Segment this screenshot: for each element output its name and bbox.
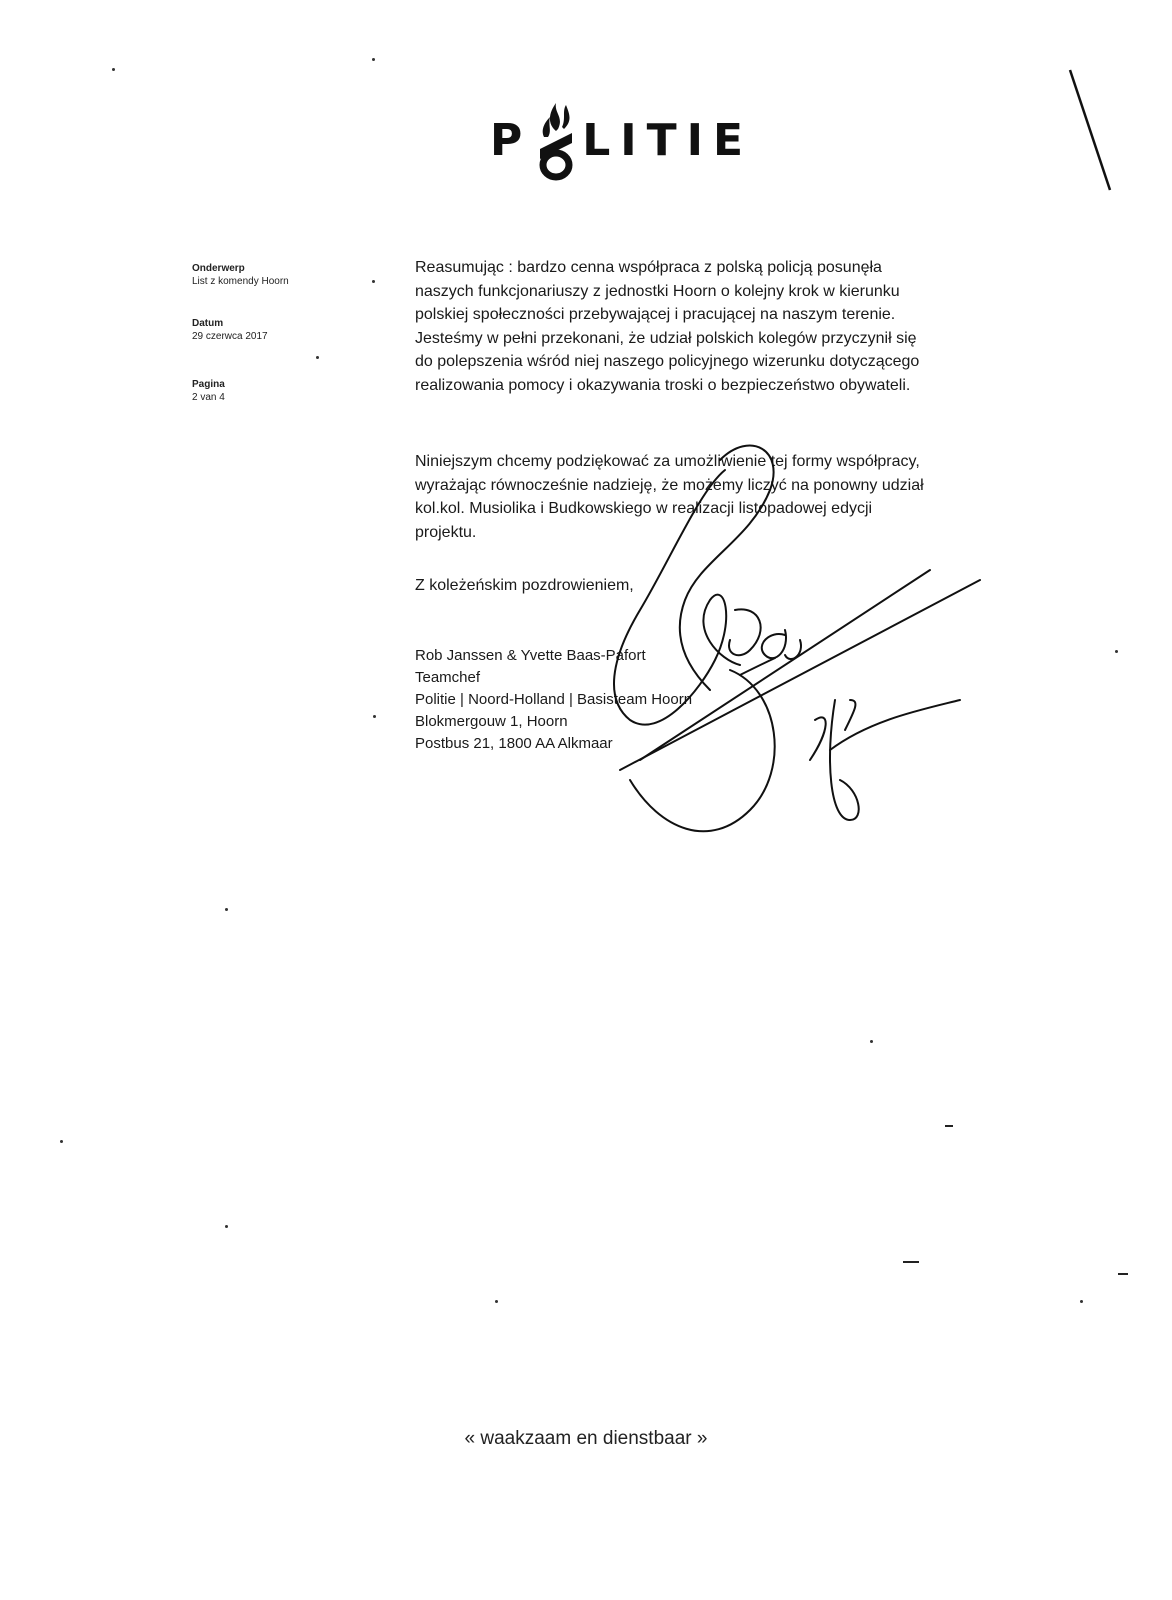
- meta-date-value: 29 czerwca 2017: [192, 331, 268, 342]
- signatory-names: Rob Janssen & Yvette Baas-Pafort: [415, 647, 646, 664]
- text-line: Reasumując : bardzo cenna współpraca z polską policją posunęła: [415, 259, 882, 276]
- scan-speck: [372, 58, 375, 61]
- meta-subject: [192, 262, 289, 288]
- meta-page: [192, 378, 225, 404]
- scan-speck: [112, 68, 115, 71]
- text-line: naszych funkcjonariuszy z jednostki Hoorn o kolejny krok w kierunku: [415, 282, 900, 300]
- scan-speck: [495, 1300, 498, 1303]
- scan-speck: [60, 1140, 63, 1143]
- scan-speck: [225, 1225, 228, 1228]
- text-line: kol.kol. Musiolika i Budkowskiego w realizacji listopadowej edycji: [415, 500, 873, 517]
- text-line: wyrażając równocześnie nadzieję, że możemy liczyć na ponowny udział: [415, 476, 924, 494]
- scan-speck: [316, 356, 319, 359]
- scan-mark: [1065, 65, 1115, 195]
- text-line: Jesteśmy w pełni przekonani, że udział polskich kolegów przyczynił się: [415, 329, 917, 347]
- signatory-address: Blokmergouw 1, Hoorn: [415, 713, 568, 730]
- politie-logo: [490, 95, 753, 185]
- text-line: Niniejszym chcemy podziękować za umożliwienie tej formy współpracy,: [415, 453, 920, 470]
- politie-emblem-icon: [532, 97, 580, 183]
- text-line: polskiej społeczności przebywającej i pracującej na naszym terenie.: [415, 306, 896, 323]
- meta-date-label: Datum: [192, 318, 224, 329]
- scan-dash: [1118, 1273, 1128, 1275]
- meta-subject-label: Onderwerp: [192, 263, 245, 274]
- signatory-role: Teamchef: [415, 669, 481, 686]
- meta-page-value: 2 van 4: [192, 392, 225, 403]
- meta-subject-value: List z komendy Hoorn: [192, 276, 289, 287]
- text-line: do polepszenia wśród niej naszego policyjnego wizerunku dotyczącego: [415, 353, 920, 370]
- paragraph-summary: [415, 256, 1015, 397]
- closing-greeting: Z koleżeńskim pozdrowieniem,: [415, 577, 634, 594]
- signatory-unit: Politie | Noord-Holland | Basisteam Hoorn: [415, 691, 693, 708]
- scan-speck: [225, 908, 228, 911]
- handwritten-signature: [600, 430, 1020, 870]
- text-line: realizowania pomocy i okazywania troski o bezpieczeństwo obywateli.: [415, 376, 911, 394]
- scan-speck: [870, 1040, 873, 1043]
- meta-date: [192, 317, 268, 343]
- scan-speck: [1080, 1300, 1083, 1303]
- scan-dash: [903, 1261, 919, 1263]
- scan-speck: [372, 280, 375, 283]
- scan-speck: [1115, 650, 1118, 653]
- logo-letter-p: P: [490, 114, 533, 166]
- logo-letters-litie: LITIE: [582, 114, 754, 166]
- scan-dash: [945, 1125, 953, 1127]
- meta-page-label: Pagina: [192, 379, 225, 390]
- signatory-postbus: Postbus 21, 1800 AA Alkmaar: [415, 735, 613, 752]
- text-line: projektu.: [415, 523, 477, 541]
- scan-speck: [373, 715, 376, 718]
- footer-motto: « waakzaam en dienstbaar »: [464, 1428, 708, 1449]
